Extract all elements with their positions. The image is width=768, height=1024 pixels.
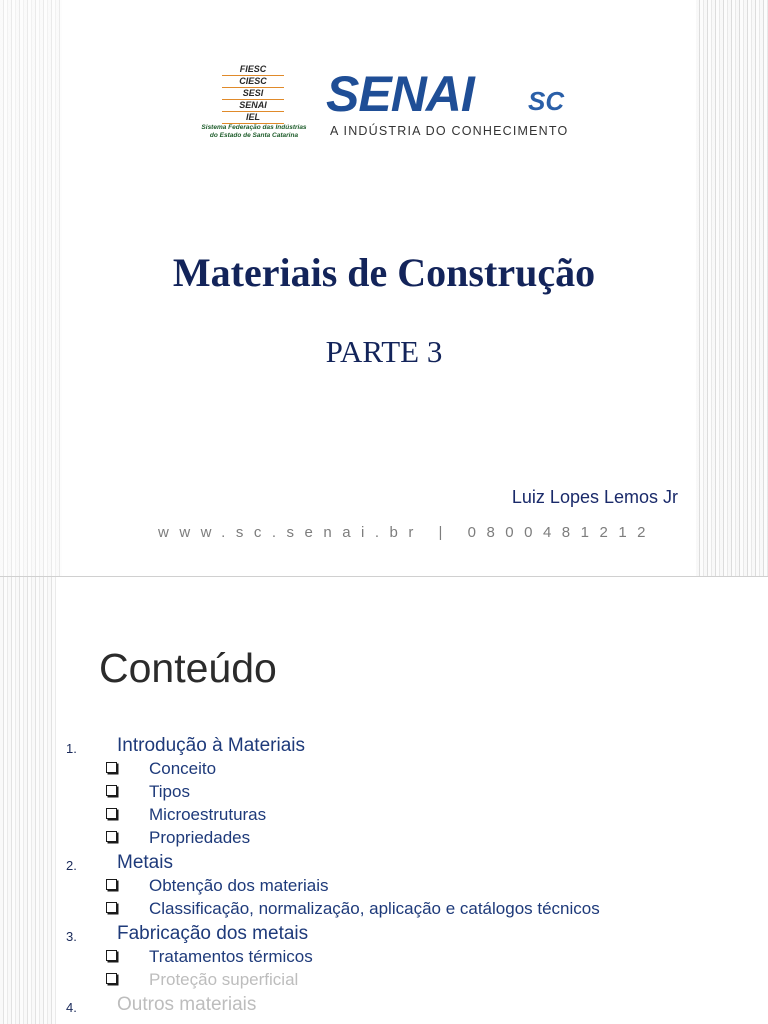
toc-section: [0, 921, 768, 946]
ciesc-name: CIESC: [222, 76, 284, 88]
toc-item-label: Proteção superficial: [149, 970, 299, 989]
toc-item-label: Classificação, normalização, aplicação e catálogos técnicos: [149, 899, 600, 918]
fiesc-caption: Sistema Federação das Indústrias do Estado de Santa Catarina: [201, 124, 307, 139]
fiesc-name: FIESC: [222, 64, 284, 76]
checkbox-bullet-icon: [106, 950, 117, 961]
toc-item-label: Conceito: [149, 759, 217, 778]
checkbox-bullet-icon: [106, 831, 117, 842]
slide-title: Materiais de Construção: [172, 250, 596, 295]
senai-tagline: A INDÚSTRIA DO CONHECIMENTO: [330, 124, 569, 138]
contents-slide: [0, 577, 768, 1024]
toc-item: [0, 946, 768, 969]
toc-item: [0, 781, 768, 804]
sesi-name: SESI: [222, 88, 284, 100]
section-number: 3.: [66, 929, 77, 944]
section-number: 4.: [66, 1000, 77, 1015]
author-name: Luiz Lopes Lemos Jr: [511, 487, 678, 507]
toc-section: [0, 850, 768, 875]
checkbox-bullet-icon: [106, 808, 117, 819]
senai-sc-logo: [326, 66, 576, 146]
contents-heading: Conteúdo: [99, 645, 277, 691]
toc-item: [0, 827, 768, 850]
section-number: 1.: [66, 741, 77, 756]
toc-item: [0, 875, 768, 898]
footer-website-phone: www.sc.senai.br | 0800481212: [158, 524, 657, 541]
section-title: Metais: [117, 852, 173, 873]
section-title: Outros materiais: [117, 994, 257, 1015]
toc-section-faded: [0, 992, 768, 1017]
toc-item: [0, 898, 768, 921]
toc-item-label: Tipos: [149, 782, 190, 801]
toc-item-label: Microestruturas: [149, 805, 267, 824]
senai-name: SENAI: [222, 100, 284, 112]
toc-item-faded: [0, 969, 768, 992]
checkbox-bullet-icon: [106, 879, 117, 890]
toc-item-label: Tratamentos térmicos: [149, 947, 313, 966]
section-title: Introdução à Materiais: [117, 735, 305, 756]
senai-sc-suffix: SC: [528, 86, 565, 116]
toc-item-label: Propriedades: [149, 828, 251, 847]
fiesc-names-stack: [222, 64, 284, 124]
toc-item: [0, 804, 768, 827]
iel-name: IEL: [222, 112, 284, 124]
toc-item: [0, 758, 768, 781]
senai-wordmark: SENAI: [326, 66, 474, 122]
checkbox-bullet-icon: [106, 902, 117, 913]
slide-subtitle: PARTE 3: [325, 334, 443, 369]
section-number: 2.: [66, 858, 77, 873]
checkbox-bullet-icon: [106, 785, 117, 796]
table-of-contents: [0, 733, 768, 1017]
toc-item-label: Obtenção dos materiais: [149, 876, 329, 895]
fiesc-system-logo: [198, 64, 310, 144]
checkbox-bullet-icon: [106, 762, 117, 773]
checkbox-bullet-icon: [106, 973, 117, 984]
toc-section: [0, 733, 768, 758]
section-title: Fabricação dos metais: [117, 923, 309, 944]
